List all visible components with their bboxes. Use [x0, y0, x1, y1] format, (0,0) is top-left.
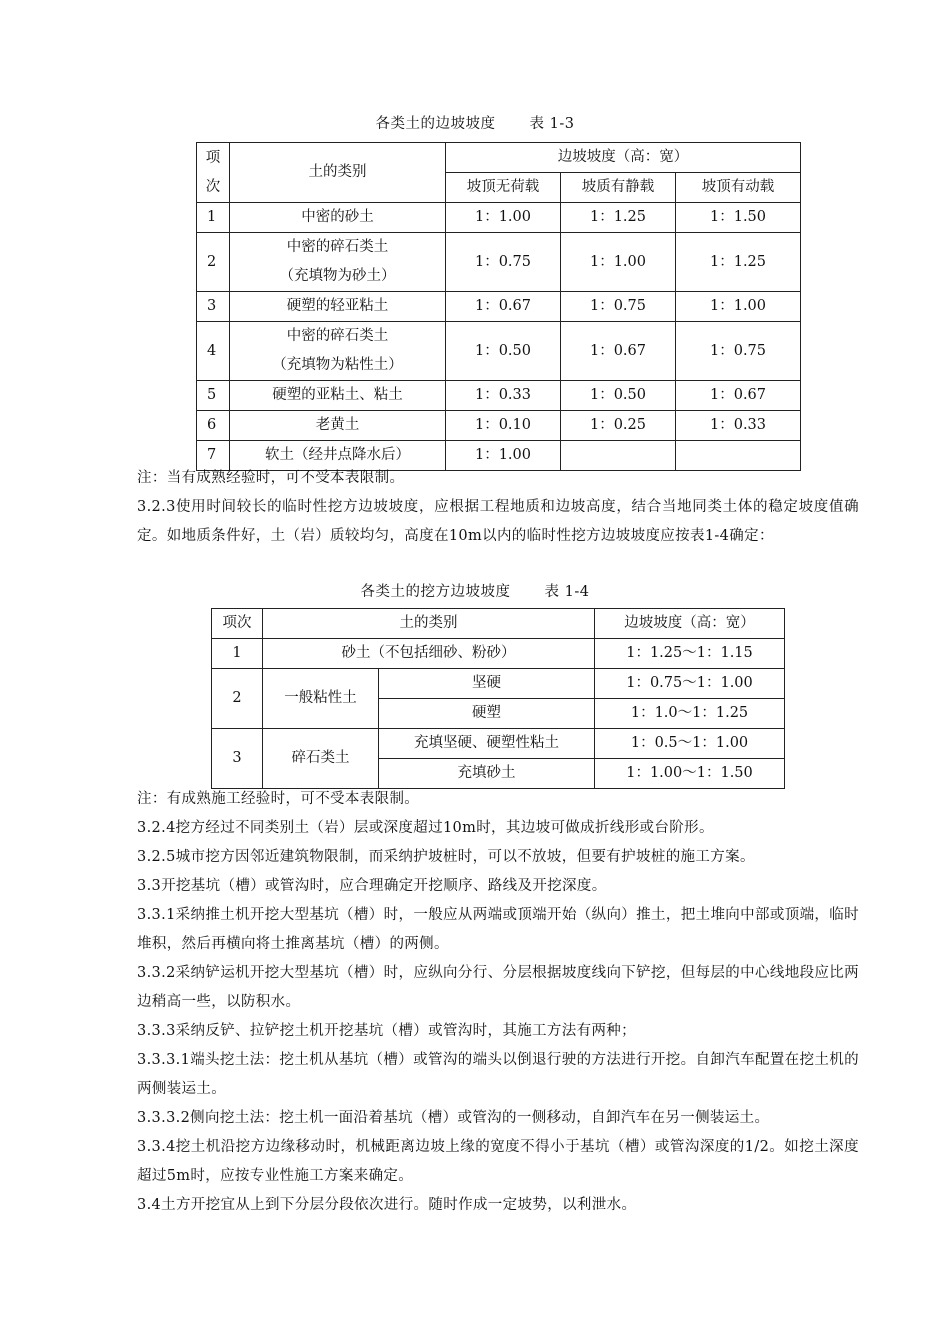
- row-soil: 一般粘性土: [263, 669, 379, 729]
- paragraph-3-3-3: 3.3.3采纳反铲、拉铲挖土机开挖基坑（槽）或管沟时，其施工方法有两种；: [137, 1023, 636, 1039]
- table-row: [197, 381, 801, 411]
- row-value: 1：0.75: [561, 292, 676, 322]
- table-1-4-number: 表 1-4: [544, 584, 590, 600]
- header-soil: 土的类别: [230, 143, 446, 203]
- paragraph-3-2-5: 3.2.5城市挖方因邻近建筑物限制，而采纳护坡桩时，可以不放坡，但要有护坡桩的施工方案。: [137, 849, 755, 865]
- header-item: 项次: [212, 609, 263, 639]
- row-value: 1：0.5～1：1.00: [595, 729, 785, 759]
- row-soil: 硬塑的亚粘土、粘土: [230, 381, 446, 411]
- row-subtype: 充填砂土: [379, 759, 595, 789]
- row-value: 1：0.75: [446, 233, 561, 292]
- row-value: 1：0.75～1：1.00: [595, 669, 785, 699]
- row-value: 1：1.00: [676, 292, 801, 322]
- header-item: 项 次: [197, 143, 230, 203]
- row-no: 2: [197, 233, 230, 292]
- row-soil: 软土（经井点降水后）: [230, 441, 446, 471]
- table-1-3-title: 各类土的边坡坡度: [375, 116, 496, 132]
- row-value: 1：0.67: [561, 322, 676, 381]
- table-1-4-title: 各类土的挖方边坡坡度: [360, 584, 511, 600]
- header-col: 坡顶无荷载: [446, 173, 561, 203]
- row-value: 1：0.25: [561, 411, 676, 441]
- table-row: [212, 669, 785, 699]
- header-soil: 土的类别: [263, 609, 595, 639]
- row-value: 1：1.0～1：1.25: [595, 699, 785, 729]
- row-soil: 硬塑的轻亚粘土: [230, 292, 446, 322]
- paragraph-3-4: 3.4土方开挖宜从上到下分层分段依次进行。随时作成一定坡势，以利泄水。: [137, 1197, 637, 1213]
- row-value: 1：0.33: [676, 411, 801, 441]
- row-soil: 中密的碎石类土 （充填物为砂土）: [230, 233, 446, 292]
- row-subtype: 充填坚硬、硬塑性粘土: [379, 729, 595, 759]
- header-col: 坡顶有动载: [676, 173, 801, 203]
- table-1-3-caption: [0, 112, 950, 133]
- header-col: 坡质有静载: [561, 173, 676, 203]
- row-value: 1：1.00: [446, 203, 561, 233]
- header-slope-group: 边坡坡度（高：宽）: [446, 143, 801, 173]
- table-1-3-number: 表 1-3: [529, 116, 575, 132]
- table-row: [197, 233, 801, 292]
- table-header-row: [197, 143, 801, 173]
- row-soil: 砂土（不包括细砂、粉砂）: [263, 639, 595, 669]
- row-value: 1：0.67: [676, 381, 801, 411]
- row-value: 1：1.00～1：1.50: [595, 759, 785, 789]
- table-1-3: [196, 142, 801, 471]
- row-value: 1：1.25: [676, 233, 801, 292]
- row-value: 1：1.25～1：1.15: [595, 639, 785, 669]
- table-1-4: [211, 608, 785, 789]
- row-soil: 中密的砂土: [230, 203, 446, 233]
- row-soil: 老黄土: [230, 411, 446, 441]
- row-no: 5: [197, 381, 230, 411]
- table-row: [197, 411, 801, 441]
- table-header-row: [212, 609, 785, 639]
- row-no: 2: [212, 669, 263, 729]
- table-row: [197, 292, 801, 322]
- row-subtype: 坚硬: [379, 669, 595, 699]
- row-value: 1：1.25: [561, 203, 676, 233]
- row-value: 1：0.67: [446, 292, 561, 322]
- row-no: 7: [197, 441, 230, 471]
- row-no: 4: [197, 322, 230, 381]
- paragraph-3-3-3-2: 3.3.3.2侧向挖土法：挖土机一面沿着基坑（槽）或管沟的一侧移动，自卸汽车在另一侧装运土。: [137, 1110, 770, 1126]
- row-soil: 中密的碎石类土 （充填物为粘性土）: [230, 322, 446, 381]
- note-table-1-3: 注：当有成熟经验时，可不受本表限制。: [137, 470, 405, 486]
- row-subtype: 硬塑: [379, 699, 595, 729]
- table-row: [197, 203, 801, 233]
- table-row: [212, 729, 785, 759]
- note-table-1-4: 注：有成熟施工经验时，可不受本表限制。: [137, 791, 420, 807]
- row-value: 1：0.50: [561, 381, 676, 411]
- row-value: 1：0.75: [676, 322, 801, 381]
- table-row: [212, 639, 785, 669]
- row-soil: 碎石类土: [263, 729, 379, 789]
- paragraph-3-3-1: 3.3.1采纳推土机开挖大型基坑（槽）时，一般应从两端或顶端开始（纵向）推土，把土堆向中部或顶端，临时堆积，然后再横向将土推离基坑（槽）的两侧。: [137, 907, 859, 952]
- row-no: 1: [212, 639, 263, 669]
- row-value: 1：0.33: [446, 381, 561, 411]
- paragraph-3-2-4: 3.2.4挖方经过不同类别土（岩）层或深度超过10m时，其边坡可做成折线形或台阶形。: [137, 820, 714, 836]
- row-no: 3: [197, 292, 230, 322]
- row-value: 1：0.10: [446, 411, 561, 441]
- paragraph-3-3-3-1: 3.3.3.1端头挖土法：挖土机从基坑（槽）或管沟的端头以倒退行驶的方法进行开挖。自卸汽车配置在挖土机的两侧装运土。: [137, 1052, 859, 1097]
- row-value: 1：1.00: [561, 233, 676, 292]
- row-no: 6: [197, 411, 230, 441]
- row-no: 1: [197, 203, 230, 233]
- paragraph-3-2-3: 3.2.3使用时间较长的临时性挖方边坡坡度，应根据工程地质和边坡高度，结合当地同类土体的稳定坡度值确定。如地质条件好，土（岩）质较均匀，高度在10m以内的临时性挖方边坡坡度应按表1-4确定：: [137, 499, 859, 544]
- row-value: 1：0.50: [446, 322, 561, 381]
- table-row: [197, 322, 801, 381]
- row-value: 1：1.00: [446, 441, 561, 471]
- header-slope: 边坡坡度（高：宽）: [595, 609, 785, 639]
- row-no: 3: [212, 729, 263, 789]
- table-1-4-caption: [0, 580, 950, 601]
- paragraph-3-3-4: 3.3.4挖土机沿挖方边缘移动时，机械距离边坡上缘的宽度不得小于基坑（槽）或管沟深度的1/2。如挖土深度超过5m时，应按专业性施工方案来确定。: [137, 1139, 859, 1184]
- paragraph-3-3-2: 3.3.2采纳铲运机开挖大型基坑（槽）时，应纵向分行、分层根据坡度线向下铲挖，但每层的中心线地段应比两边稍高一些，以防积水。: [137, 965, 859, 1010]
- row-value: 1：1.50: [676, 203, 801, 233]
- paragraph-3-3: 3.3开挖基坑（槽）或管沟时，应合理确定开挖顺序、路线及开挖深度。: [137, 878, 607, 894]
